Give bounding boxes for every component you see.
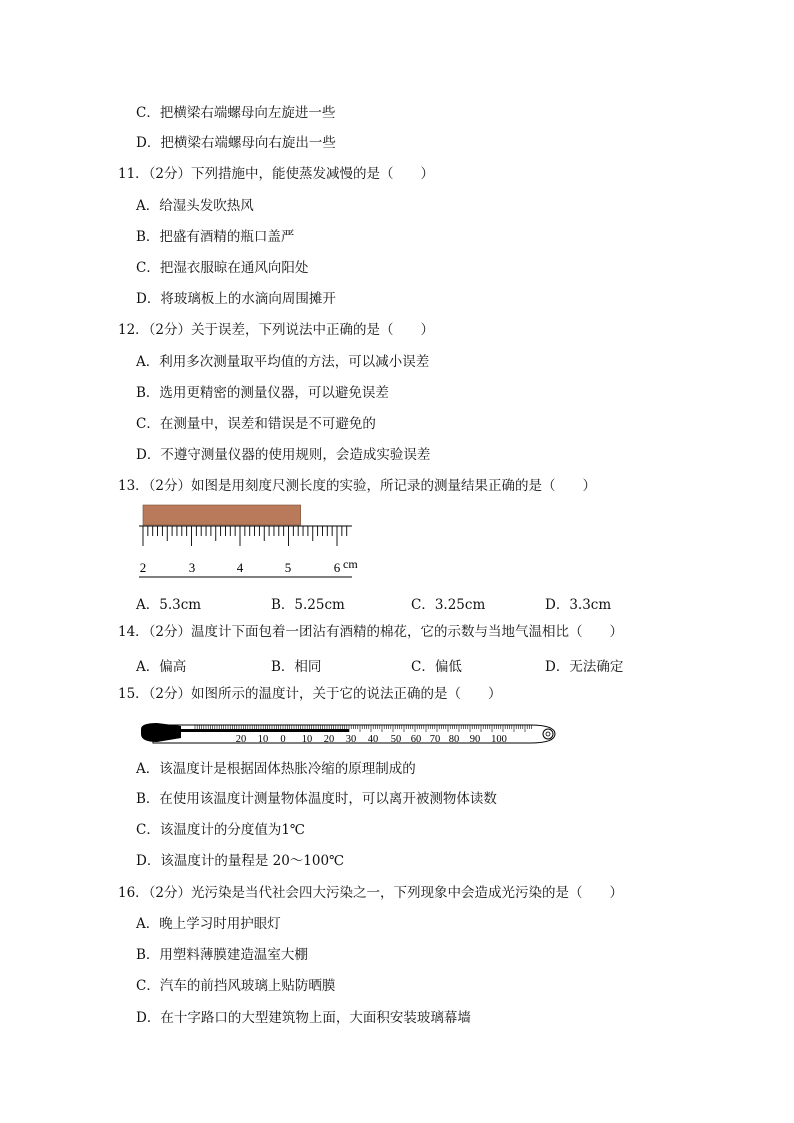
thermo-label: 30 [345, 734, 357, 745]
ruler-label-4: 4 [236, 560, 244, 575]
ruler-label-2: 2 [139, 560, 147, 575]
option-q15-d: D．该温度计的量程是 20～100℃ [136, 853, 345, 869]
thermometer-ring-inner [546, 732, 550, 736]
thermo-label: 90 [469, 734, 481, 745]
option-q11-c: C．把湿衣服晾在通风向阳处 [136, 260, 309, 276]
option-q11-d: D．将玻璃板上的水滴向周围摊开 [136, 291, 336, 307]
option-q12-d: D．不遵守测量仪器的使用规则，会造成实验误差 [136, 447, 431, 463]
option-q14-d: D．无法确定 [545, 659, 624, 675]
ruler-label-5: 5 [284, 560, 292, 575]
thermo-label: 50 [390, 734, 402, 745]
option-q16-b: B．用塑料薄膜建造温室大棚 [136, 947, 308, 963]
thermo-label: 60 [410, 734, 422, 745]
option-q15-c: C．该温度计的分度值为1℃ [136, 822, 306, 838]
thermo-label: 80 [448, 734, 460, 745]
thermo-label: 100 [491, 734, 507, 745]
option-q14-c: C．偏低 [411, 659, 462, 675]
thermometer-liquid [179, 729, 349, 732]
option-q12-c: C．在测量中，误差和错误是不可避免的 [136, 416, 376, 432]
option-q14-b: B．相同 [271, 659, 322, 675]
question-16-stem: 16．（2分）光污染是当代社会四大污染之一，下列现象中会造成光污染的是（ ） [118, 885, 624, 901]
ruler-ticks [143, 526, 347, 546]
question-14-stem: 14．（2分）温度计下面包着一团沾有酒精的棉花，它的示数与当地气温相比（ ） [118, 624, 624, 640]
option-q15-b: B．在使用该温度计测量物体温度时，可以离开被测物体读数 [136, 791, 497, 807]
option-q12-a: A．利用多次测量取平均值的方法，可以减小误差 [136, 354, 430, 370]
ruler-unit: cm [343, 557, 358, 571]
thermo-label: 10 [257, 734, 269, 745]
option-q15-a: A．该温度计是根据固体热胀冷缩的原理制成的 [136, 761, 416, 777]
question-11-stem: 11．（2分）下列措施中，能使蒸发减慢的是（ ） [118, 166, 435, 182]
thermo-label: 20 [235, 734, 247, 745]
ruler-label-6: 6 [333, 560, 341, 575]
thermo-label: 70 [429, 734, 441, 745]
option-q12-b: B．选用更精密的测量仪器，可以避免误差 [136, 385, 389, 401]
option-q10-d: D．把横梁右端螺母向右旋出一些 [136, 135, 336, 151]
question-15-stem: 15．（2分）如图所示的温度计，关于它的说法正确的是（ ） [118, 686, 502, 702]
option-q16-d: D．在十字路口的大型建筑物上面，大面积安装玻璃幕墙 [136, 1010, 471, 1026]
option-q11-a: A．给湿头发吹热风 [136, 198, 254, 214]
option-q13-a: A．5.3cm [136, 597, 202, 613]
ruler-figure [130, 500, 370, 582]
thermo-label: 10 [301, 734, 313, 745]
question-12-stem: 12．（2分）关于误差，下列说法中正确的是（ ） [118, 322, 435, 338]
thermo-label: 40 [367, 734, 379, 745]
option-q11-b: B．把盛有酒精的瓶口盖严 [136, 229, 295, 245]
option-q16-a: A．晚上学习时用护眼灯 [136, 916, 281, 932]
option-q13-c: C．3.25cm [411, 597, 486, 613]
thermometer-figure [135, 712, 565, 748]
measured-object [143, 505, 301, 525]
ruler-label-3: 3 [188, 560, 196, 575]
option-q13-b: B．5.25cm [271, 597, 345, 613]
thermo-label: 0 [280, 734, 286, 745]
option-q13-d: D．3.3cm [545, 597, 612, 613]
option-q14-a: A．偏高 [136, 659, 187, 675]
question-13-stem: 13．（2分）如图是用刻度尺测长度的实验，所记录的测量结果正确的是（ ） [118, 478, 597, 494]
option-q16-c: C．汽车的前挡风玻璃上贴防晒膜 [136, 978, 336, 994]
thermo-label: 20 [323, 734, 335, 745]
option-q10-c: C．把横梁右端螺母向左旋进一些 [136, 105, 336, 121]
